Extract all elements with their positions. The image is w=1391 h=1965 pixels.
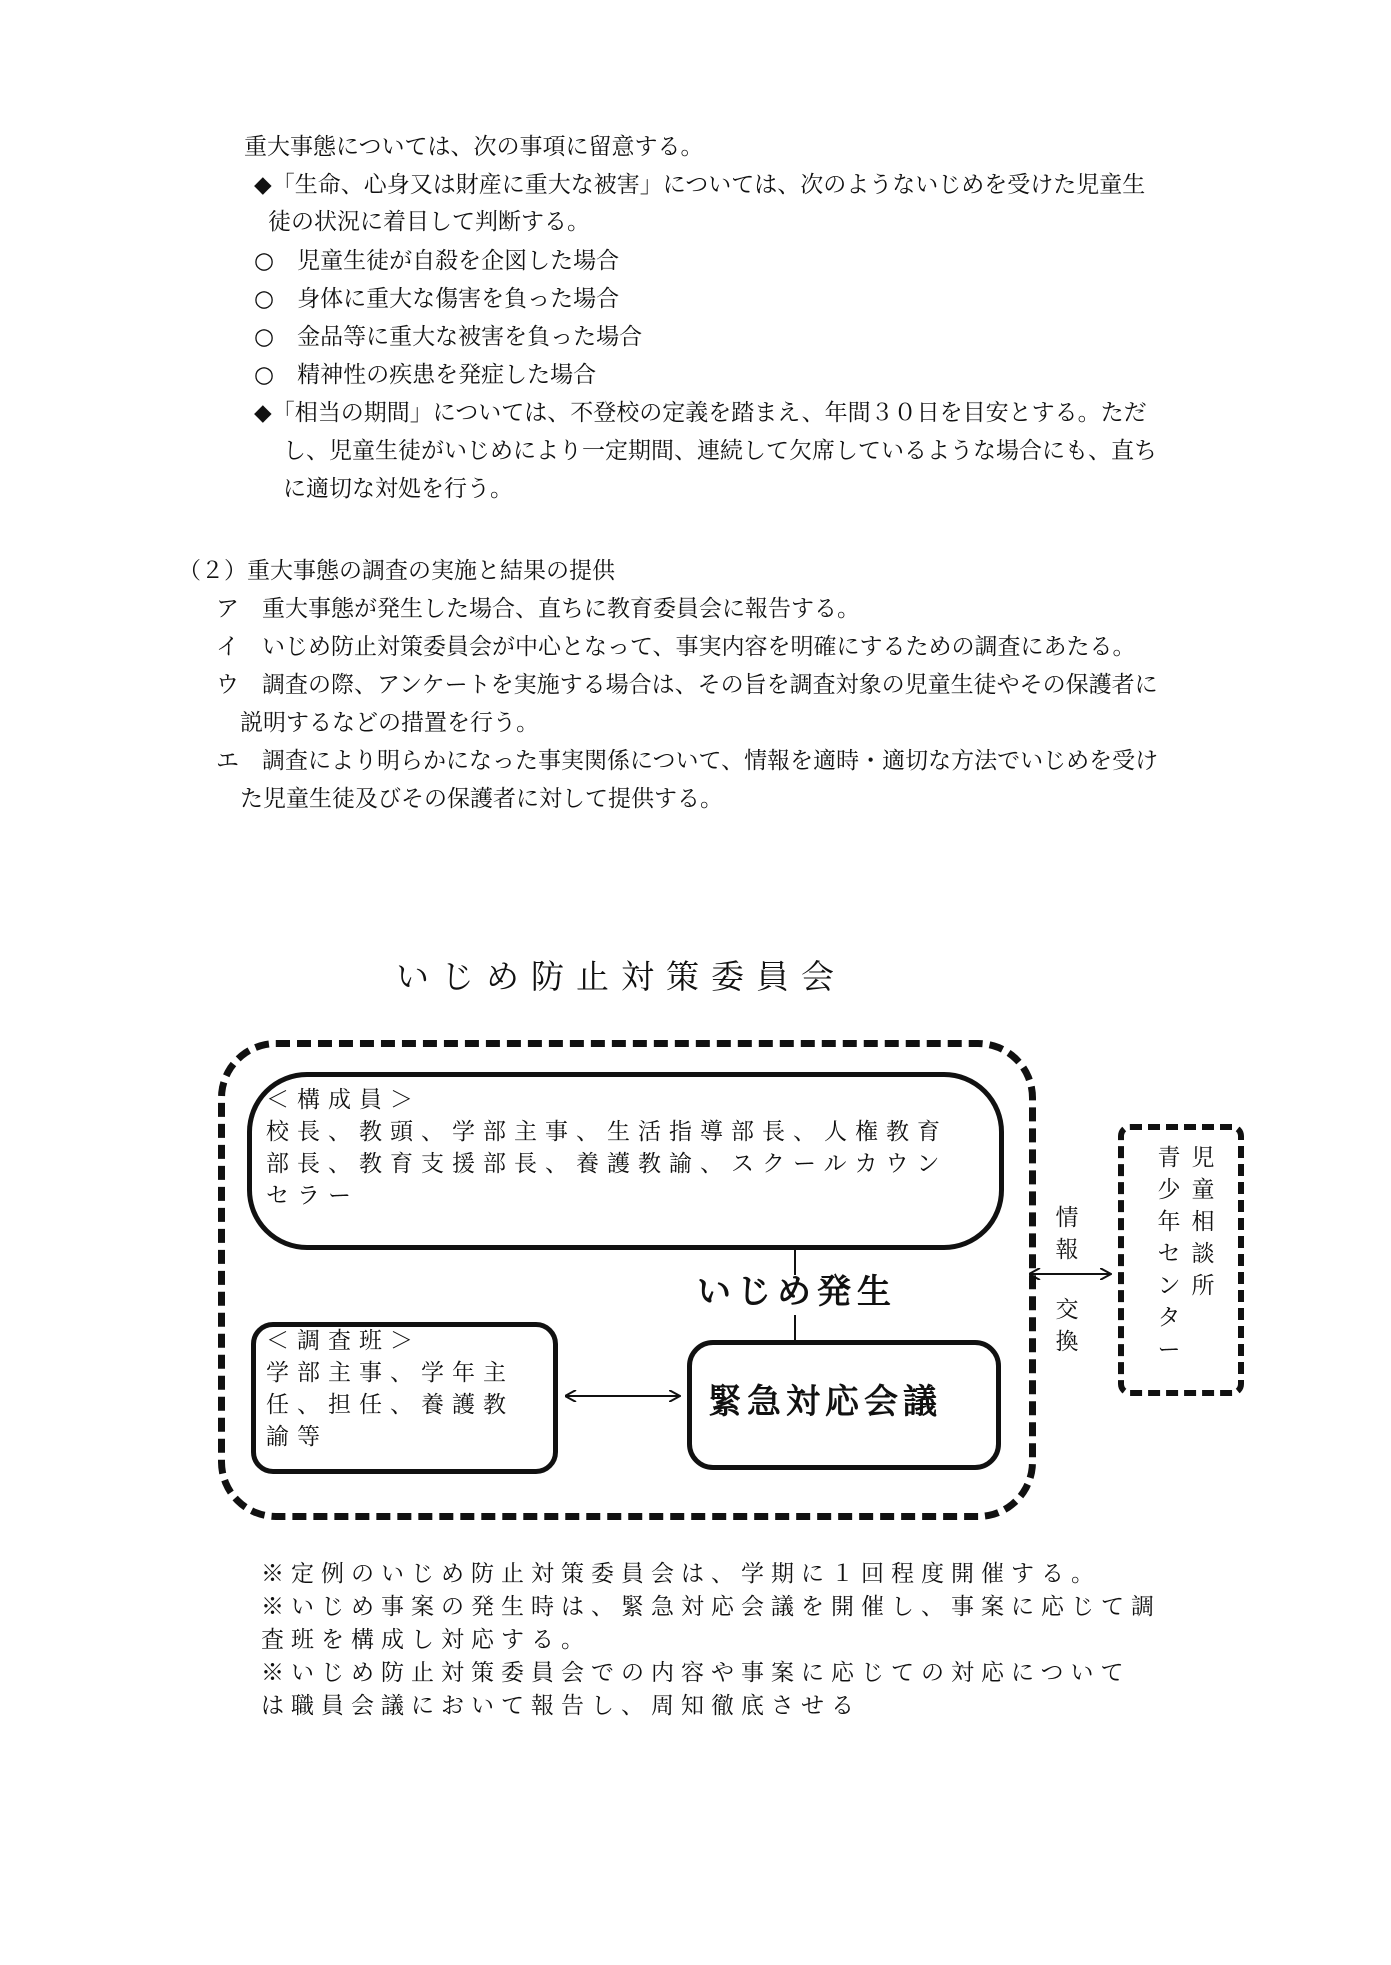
circle-item-2: ○ 身体に重大な傷害を負った場合 [254,286,620,312]
intro-text: 重大事態については、次の事項に留意する。 [244,134,704,160]
item-e-line-2: た児童生徒及びその保護者に対して提供する。 [240,786,723,812]
survey-line-1: 学部主事、学年主 [266,1360,514,1386]
note-3-line-1: ※いじめ防止対策委員会での内容や事案に応じての対応について [261,1660,1131,1686]
circle-item-1: ○ 児童生徒が自殺を企図した場合 [254,248,620,274]
section-2-heading: （２）重大事態の調査の実施と結果の提供 [178,558,615,584]
diamond-item-1-line-2: 徒の状況に着目して判断する。 [268,209,590,235]
external-agency-youth-center: 青少年センター [1157,1145,1181,1363]
item-a: ア 重大事態が発生した場合、直ちに教育委員会に報告する。 [216,596,860,622]
item-u-line-2: 説明するなどの措置を行う。 [240,710,539,736]
bullying-occurrence-label: いじめ発生 [697,1272,897,1312]
info-exchange-top: 情報 [1055,1205,1079,1263]
diagram-title: いじめ防止対策委員会 [396,957,846,996]
survey-line-3: 諭等 [266,1424,328,1450]
diamond-item-1-line-1: ◆「生命、心身又は財産に重大な被害」については、次のようないじめを受けた児童生 [254,172,1146,198]
emergency-meeting-label: 緊急対応会議 [708,1382,942,1422]
circle-item-4: ○ 精神性の疾患を発症した場合 [254,362,597,388]
members-line-3: セラー [266,1183,359,1209]
survey-heading: ＜調査班＞ [266,1328,421,1354]
note-2-line-1: ※いじめ事案の発生時は、緊急対応会議を開催し、事案に応じて調 [261,1594,1161,1620]
note-2-line-2: 査班を構成し対応する。 [261,1627,591,1653]
diamond-item-2-line-2: し、児童生徒がいじめにより一定期間、連続して欠席しているような場合にも、直ち [283,438,1157,464]
info-exchange-bottom: 交換 [1055,1297,1079,1355]
diamond-item-2-line-3: に適切な対処を行う。 [283,476,513,502]
members-heading: ＜構成員＞ [266,1087,421,1113]
diamond-item-2-line-1: ◆「相当の期間」については、不登校の定義を踏まえ、年間３０日を目安とする。ただ [254,400,1147,426]
external-agency-child-guidance: 児童相談所 [1191,1145,1215,1299]
circle-item-3: ○ 金品等に重大な被害を負った場合 [254,324,643,350]
members-line-2: 部長、教育支援部長、養護教諭、スクールカウン [266,1151,948,1177]
survey-line-2: 任、担任、養護教 [266,1392,514,1418]
note-1: ※定例のいじめ防止対策委員会は、学期に１回程度開催する。 [261,1561,1101,1587]
note-3-line-2: は職員会議において報告し、周知徹底させる [261,1693,861,1719]
item-u-line-1: ウ 調査の際、アンケートを実施する場合は、その旨を調査対象の児童生徒やその保護者に [216,672,1158,698]
item-e-line-1: エ 調査により明らかになった事実関係について、情報を適時・適切な方法でいじめを受け [216,748,1159,774]
item-i: イ いじめ防止対策委員会が中心となって、事実内容を明確にするための調査にあたる。 [216,634,1136,660]
members-line-1: 校長、教頭、学部主事、生活指導部長、人権教育 [266,1119,948,1145]
